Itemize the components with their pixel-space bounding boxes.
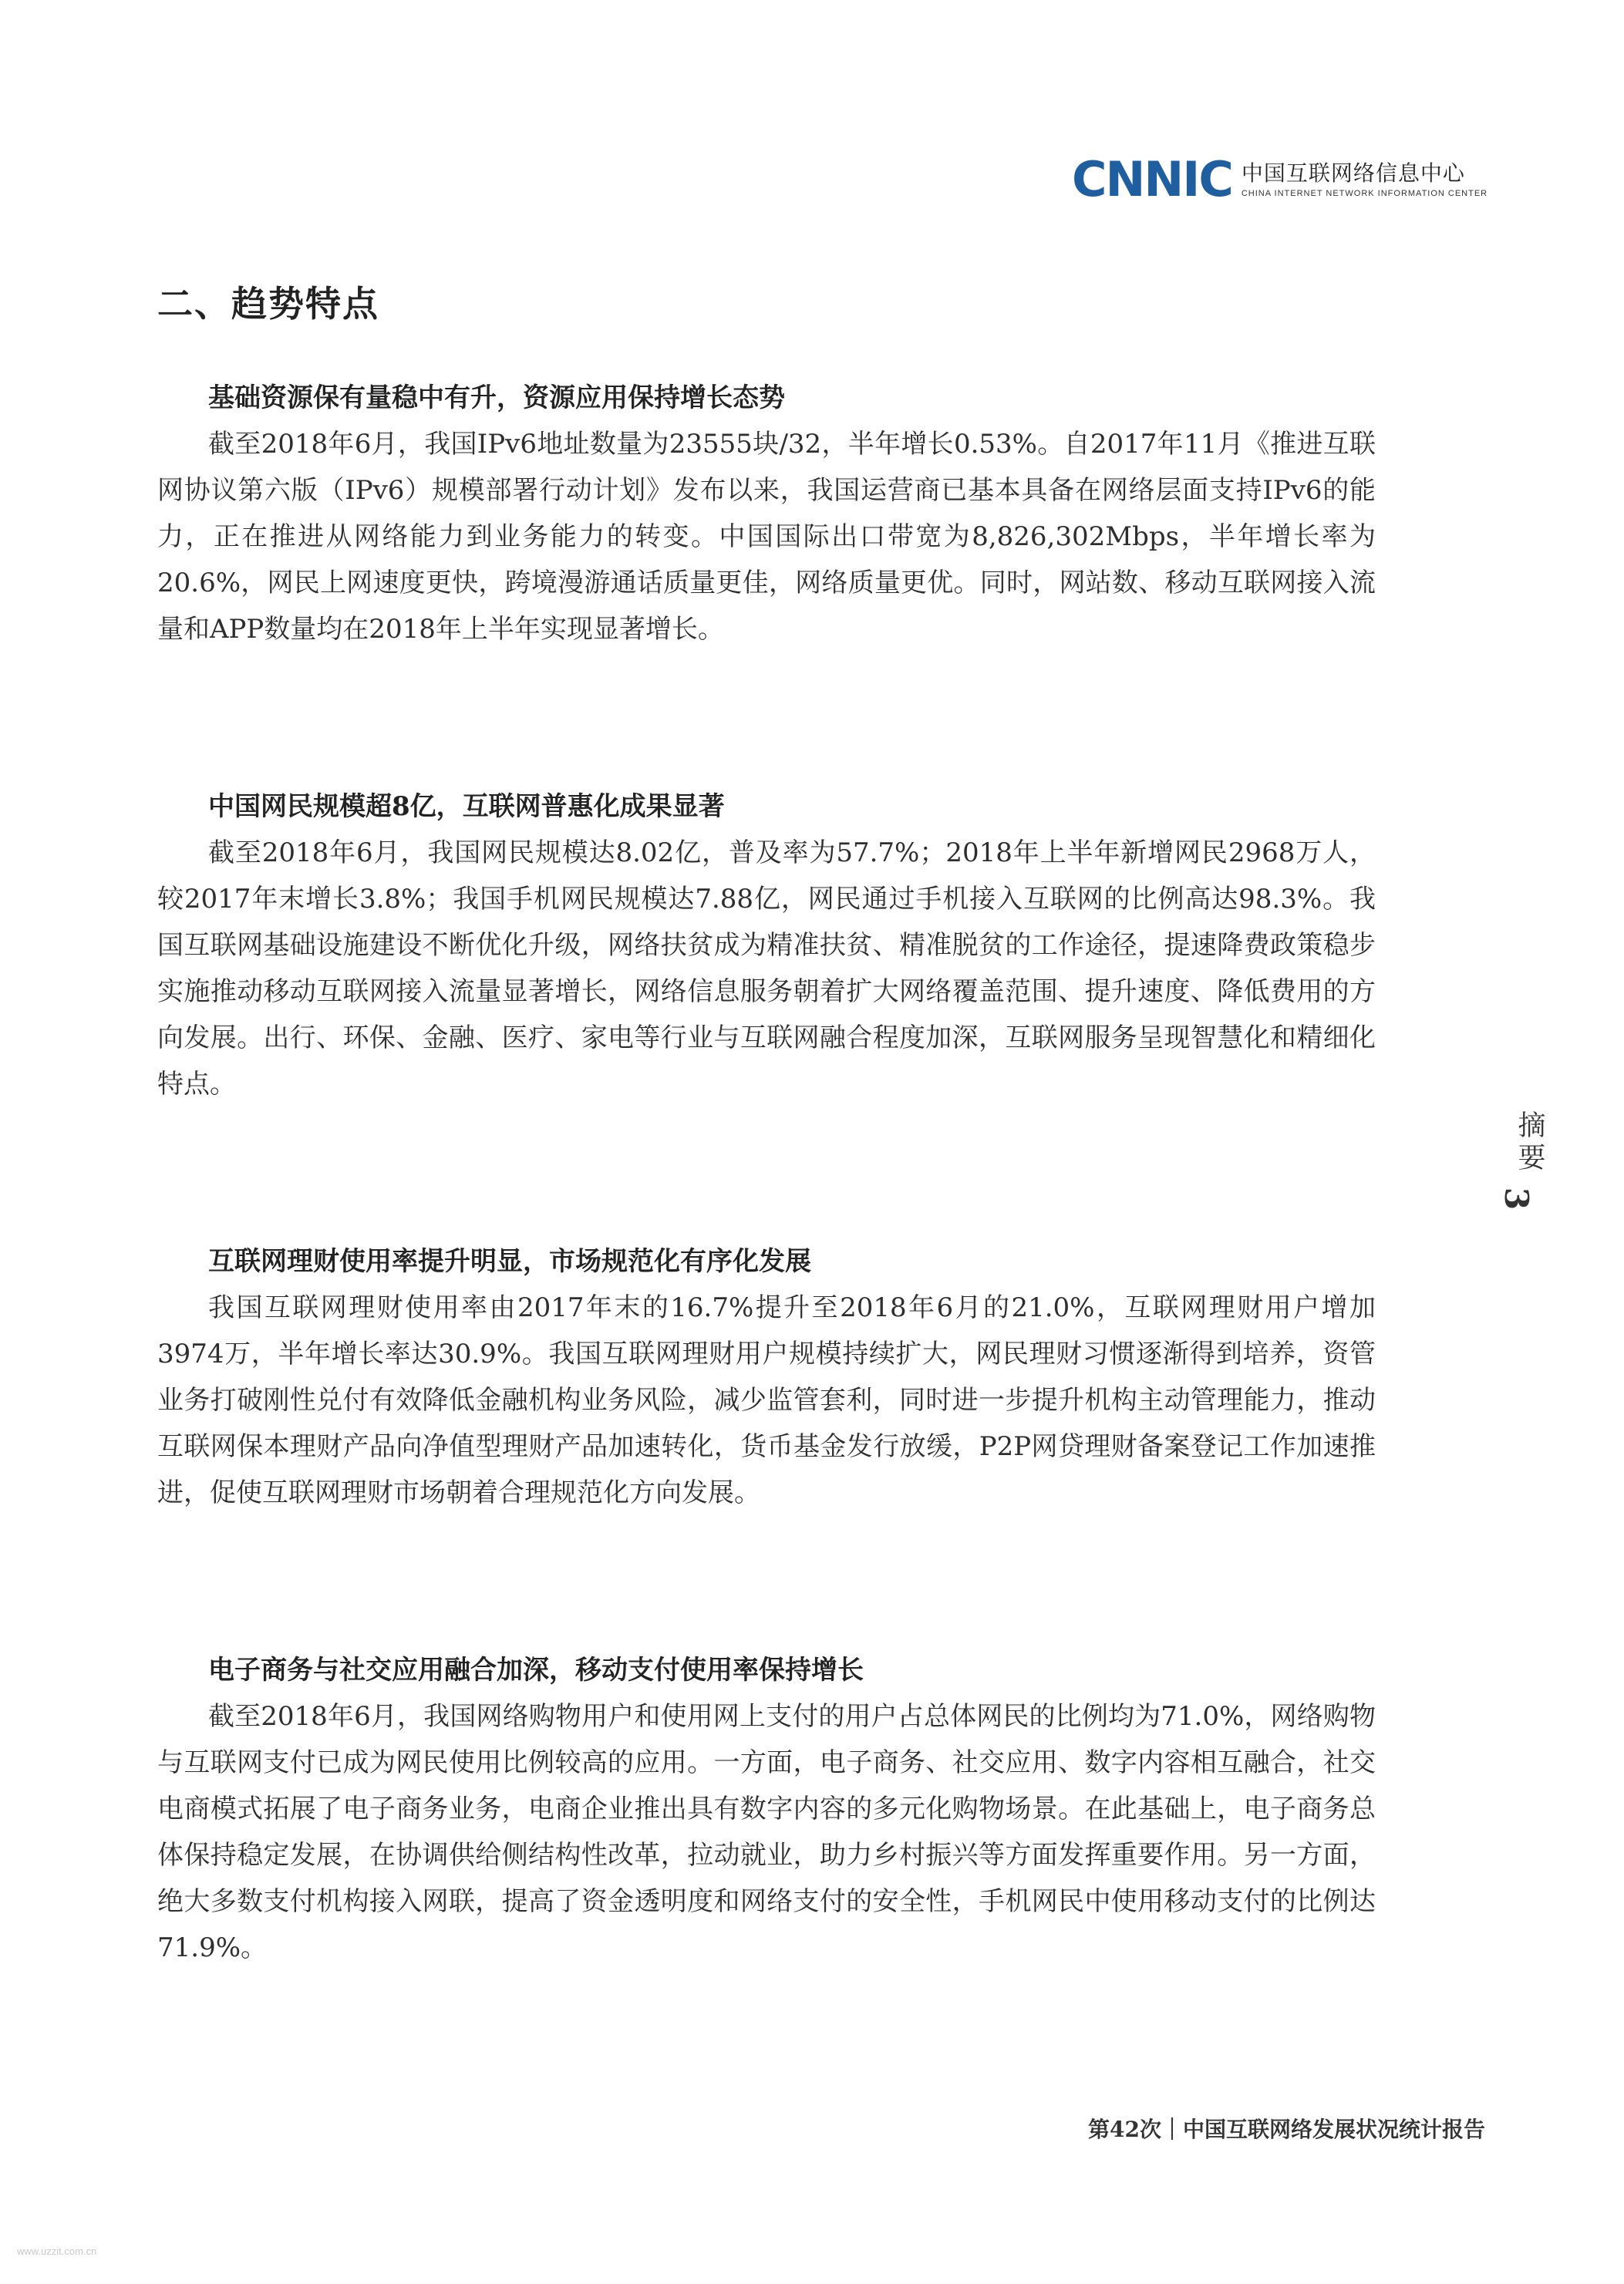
cnnic-logo	[1072, 151, 1488, 207]
section-title: 二、趋势特点	[157, 283, 379, 325]
section-3	[157, 1238, 1376, 1516]
section-body: 截至2018年6月，我国网络购物用户和使用网上支付的用户占总体网民的比例均为71.0%，网络购物与互联网支付已成为网民使用比例较高的应用。一方面，电子商务、社交应用、数字内容相互融合，社交电商模式拓展了电子商务业务，电商企业推出具有数字内容的多元化购物场景。在此基础上，电子商务总体保持稳定发展，在协调供给侧结构性改革，拉动就业，助力乡村振兴等方面发挥重要作用。另一方面，绝大多数支付机构接入网联，提高了资金透明度和网络支付的安全性，手机网民中使用移动支付的比例达71.9%。	[157, 1701, 1376, 1963]
section-body: 截至2018年6月，我国IPv6地址数量为23555块/32，半年增长0.53%。自2017年11月《推进互联网协议第六版（IPv6）规模部署行动计划》发布以来，我国运营商已基本具备在网络层面支持IPv6的能力，正在推进从网络能力到业务能力的转变。中国国际出口带宽为8,826,302Mbps，半年增长率为20.6%，网民上网速度更快，跨境漫游通话质量更佳，网络质量更优。同时，网站数、移动互联网接入流量和APP数量均在2018年上半年实现显著增长。	[157, 429, 1376, 645]
side-chapter-title: 摘要	[1514, 1110, 1545, 1175]
section-1	[157, 375, 1376, 652]
section-4	[157, 1647, 1376, 1971]
section-body: 截至2018年6月，我国网民规模达8.02亿，普及率为57.7%；2018年上半年新增网民2968万人，较2017年末增长3.8%；我国手机网民规模达7.88亿，网民通过手机接入互联网的比例高达98.3%。我国互联网基础设施建设不断优化升级，网络扶贫成为精准扶贫、精准脱贫的工作途径，提速降费政策稳步实施推动移动互联网接入流量显著增长，网络信息服务朝着扩大网络覆盖范围、提升速度、降低费用的方向发展。出行、环保、金融、医疗、家电等行业与互联网融合程度加深，互联网服务呈现智慧化和精细化特点。	[157, 837, 1376, 1100]
logo-text	[1242, 161, 1488, 197]
section-2	[157, 783, 1376, 1107]
side-page-number: 3	[1498, 1187, 1536, 1211]
watermark: www.uzzit.com.cn	[17, 2245, 97, 2257]
logo-mark: CNNIC	[1072, 151, 1232, 207]
logo-english-name: CHINA INTERNET NETWORK INFORMATION CENTER	[1241, 188, 1488, 198]
section-heading: 基础资源保有量稳中有升，资源应用保持增长态势	[208, 382, 785, 413]
logo-chinese-name: 中国互联网络信息中心	[1241, 160, 1465, 187]
footer-report-title: 第42次｜中国互联网络发展状况统计报告	[1088, 2117, 1485, 2142]
section-body: 我国互联网理财使用率由2017年末的16.7%提升至2018年6月的21.0%，互联网理财用户增加3974万，半年增长率达30.9%。我国互联网理财用户规模持续扩大，网民理财习惯逐渐得到培养，资管业务打破刚性兑付有效降低金融机构业务风险，减少监管套利，同时进一步提升机构主动管理能力，推动互联网保本理财产品向净值型理财产品加速转化，货币基金发行放缓，P2P网贷理财备案登记工作加速推进，促使互联网理财市场朝着合理规范化方向发展。	[157, 1292, 1376, 1508]
section-heading: 电子商务与社交应用融合加深，移动支付使用率保持增长	[208, 1655, 864, 1686]
section-heading: 中国网民规模超8亿，互联网普惠化成果显著	[208, 791, 725, 822]
section-heading: 互联网理财使用率提升明显，市场规范化有序化发展	[208, 1246, 811, 1277]
